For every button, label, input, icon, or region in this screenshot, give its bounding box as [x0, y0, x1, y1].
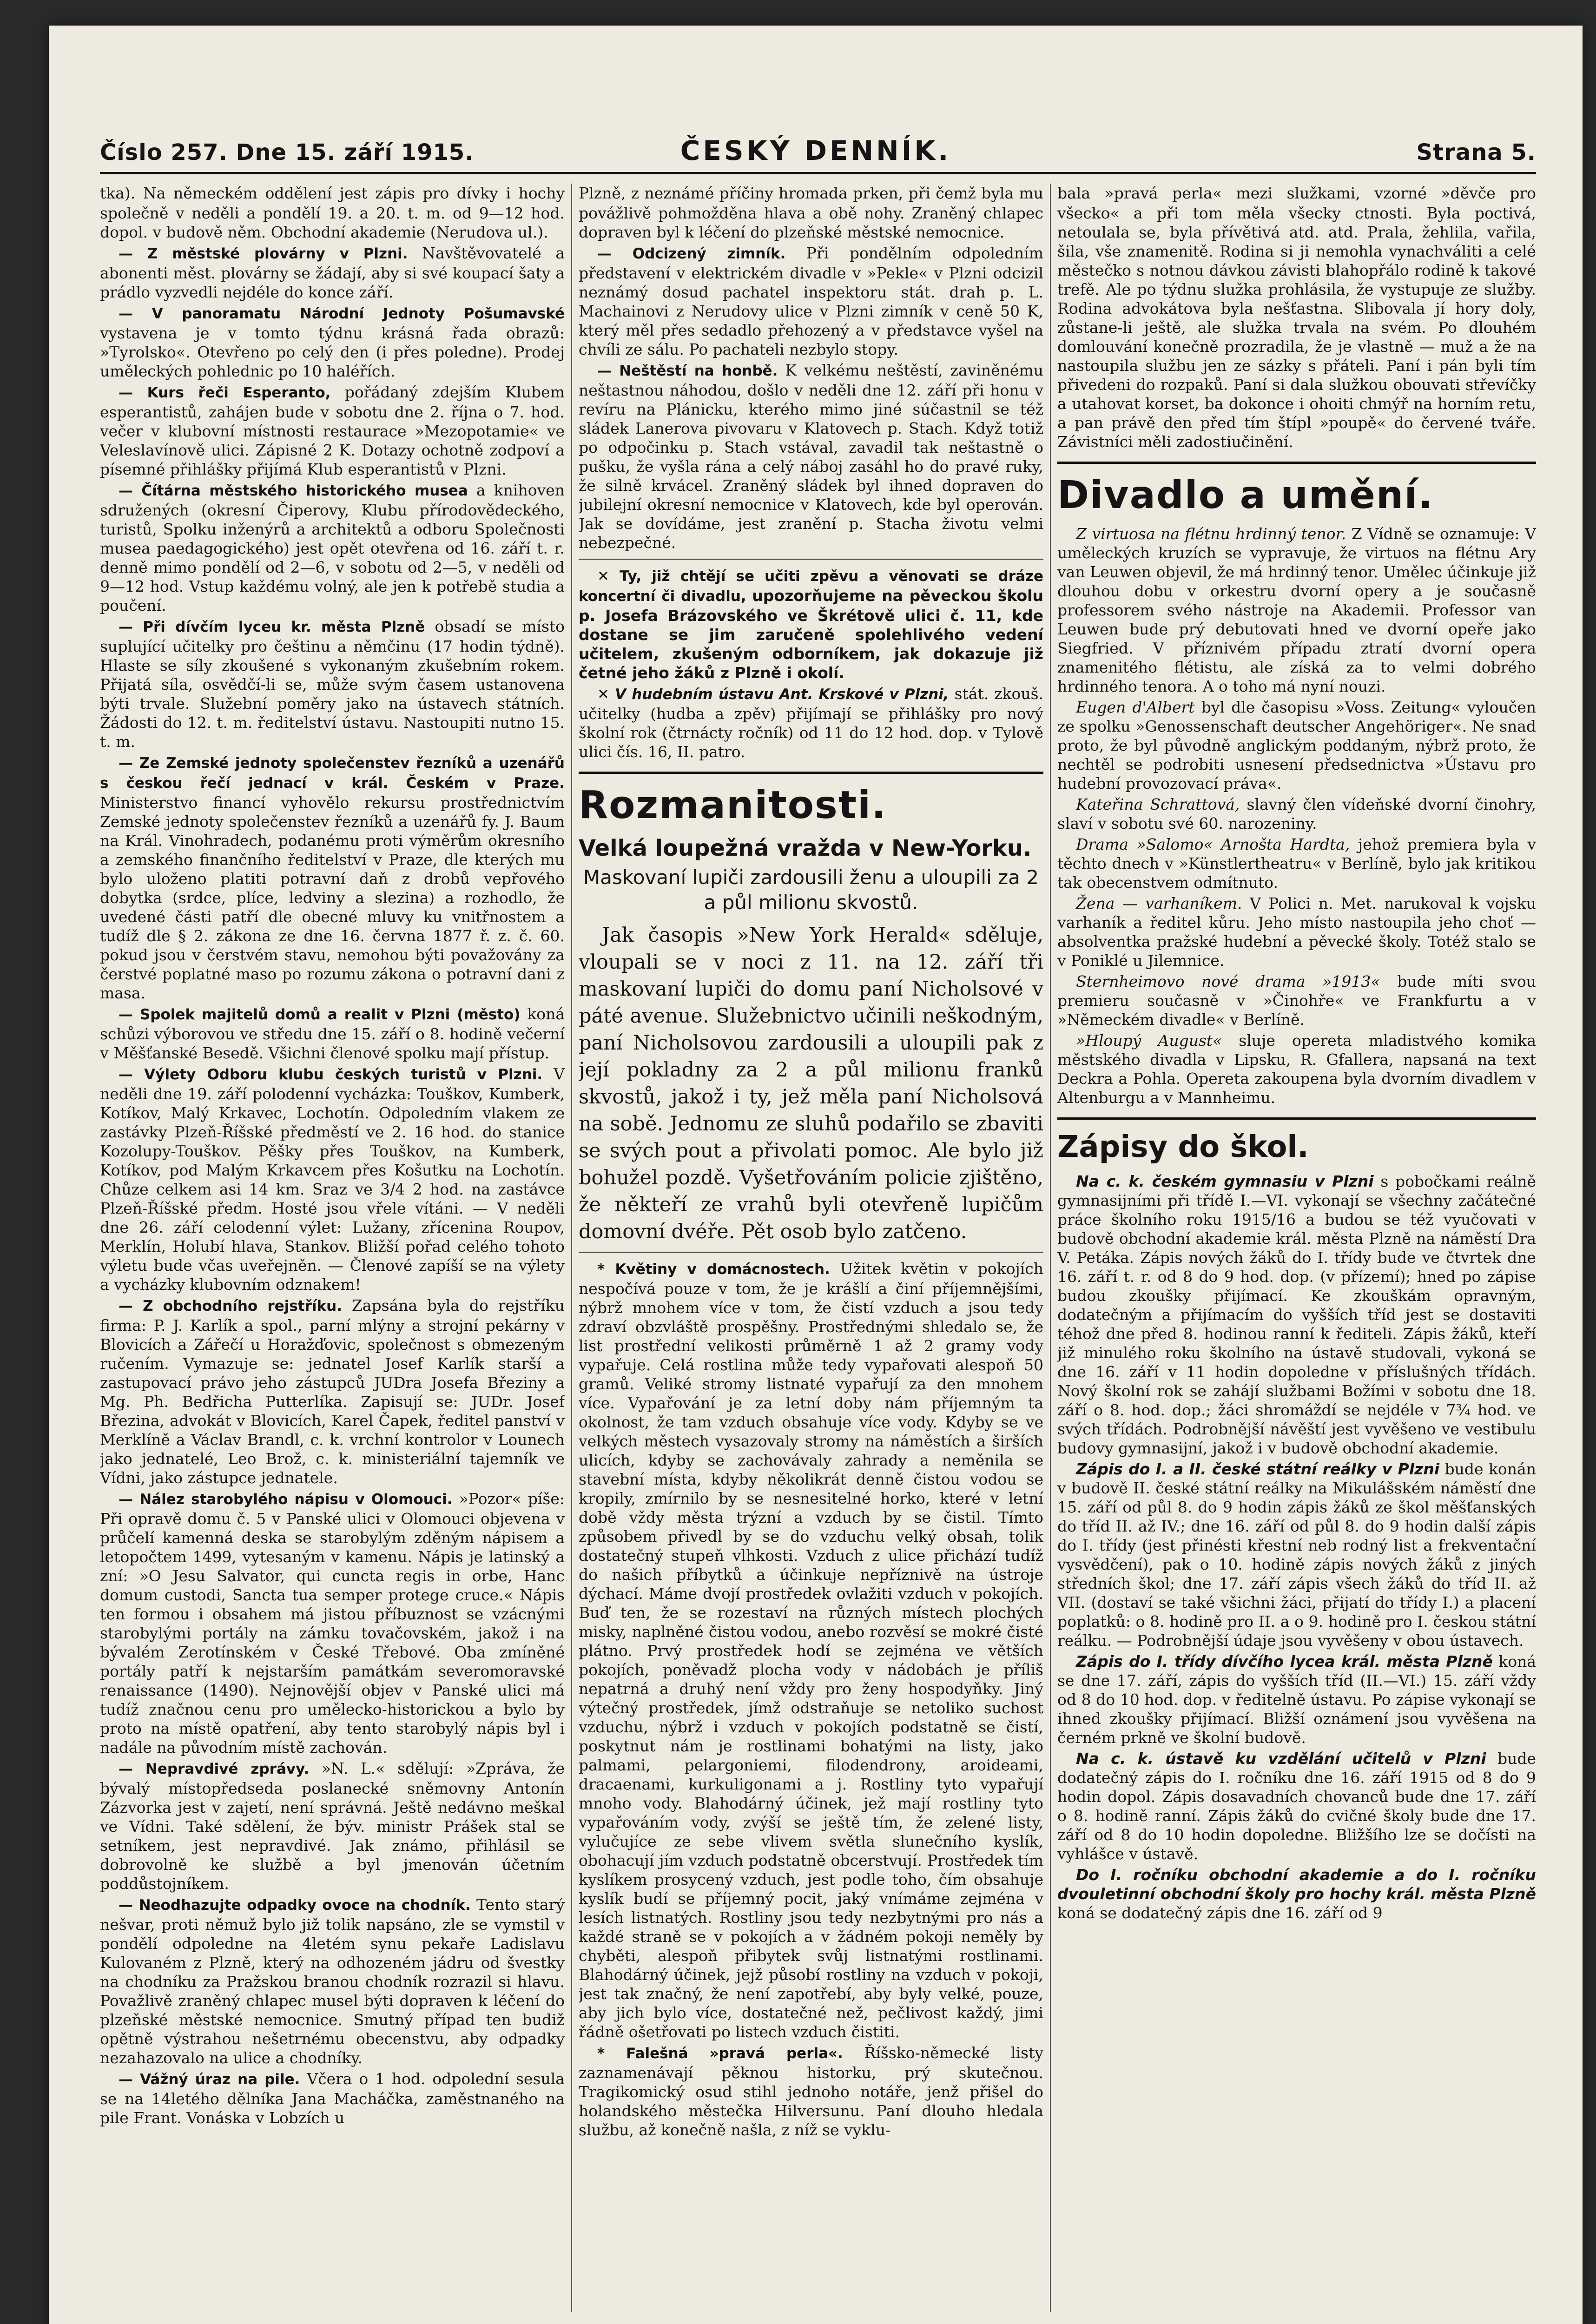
news-item: tka). Na německém oddělení jest zápis pro dívky i hochy společně v neděli a pondělí 19. a 20. t. m. od 9—12 hod. dopol. v budově něm. Obchodní akademie (Nerudova ul.). [100, 184, 565, 241]
newspaper-title: ČESKÝ DENNÍK. [680, 135, 951, 166]
section-rule [1057, 462, 1536, 464]
news-item: — Při dívčím lyceu kr. města Plzně obsadí se místo suplující učitelky pro češtinu a němčinu (17 hodin týdně). Hlaste se síly zkoušené s vykonaným zkušebním rokem. Přijatá síla, osvědčí-li se, může svým časem ustanovena býti trvale. Služební poměry jako na ústavech státních. Žádosti do 12. t. m. ředitelství ústavu. Nastoupiti nutno 15. t. m. [100, 617, 565, 751]
section-heading-divadlo: Divadlo a umění. [1057, 473, 1434, 517]
news-item: Zápis do I. a II. české státní reálky v Plzni bude konán v budově II. české státní reálky na Mikulášském náměstí dne 15. září od půl 8. do 9 hodin zápis žáků ze škol měšťanských do tříd II. až IV.; dne 16. září od půl 8. do 9 hodin další zápis do I. třídy (jest přinésti křestní neb rodný list a frekventační vysvědčení), pak o 10. hodině zápis nových žáků z jiných středních škol; dne 17. září zápis všech žáků do tříd II. až VII. (dostaví se také všichni žáci, přijatí do třídy I.) a placení poplatků: o 8. hodině pro II. a o 9. hodině pro I. českou státní reálku. — Podrobnější údaje jsou vyvěšeny v obou ústavech. [1057, 1460, 1536, 1650]
divider [579, 1252, 1043, 1253]
advert-item: ✕ Ty, již chtějí se učiti zpěvu a věnovati se dráze koncertní či divadlu, upozorňujeme na pěveckou školu p. Josefa Brázovského ve Škrétově ulici č. 11, kde dostane se jim zaručeně spolehlivého vedení učitelem, zkušeným odborníkem, jak dokazuje již četné jeho žáků z Plzně i okolí. [579, 568, 1043, 682]
news-item: Plzně, z neznámé příčiny hromada prken, při čemž byla mu povážlivě pohmožděna hlava a obě nohy. Zraněný chlapec dopraven byl k léčení do plzeňské městské nemocnice. [579, 184, 1043, 241]
news-item: — Kurs řeči Esperanto, pořádaný zdejším Klubem esperantistů, zahájen bude v sobotu dne 2. října o 7. hod. večer v klubovní místnosti restaurace »Mezopotamie« ve Veleslavínově ulici. Zápisné 2 K. Dotazy ochotně zodpoví a písemné přihlášky přijímá Klub esperantistů v Plzni. [100, 383, 565, 478]
news-item: Kateřina Schrattová, slavný člen vídeňské dvorní činohry, slaví v sobotu své 60. narozeniny. [1057, 795, 1536, 832]
news-item: — Nález starobylého nápisu v Olomouci. »Pozor« píše: Při opravě domu č. 5 v Panské ulici v Olomouci objevena v průčelí kamenná deska se starobylým zděným nápisem a letopočtem 1499, vytesaným v kamenu. Nápis je latinský a zní: »O Jesu Salvator, qui cuncta regis in orbe, Hanc domum custodi, Sancta tua semper protege cruce.« Nápis ten formou i obsahem má jistou příbuznost se vzácnými starobylými portály na zámku tovačovském, jakož i na bývalém Zerotínském v České Třebové. Oba zmíněné portály patří k nejstarším památkám severomoravské renaissance (1490). Nejnovější objev v Panské ulici má tudíž značnou cenu pro umělecko-historickou a bylo by proto na místě opatření, aby tento starobylý nápis byl i nadále na původním místě zachován. [100, 1490, 565, 1756]
column-2 [579, 184, 1043, 2312]
news-item: Sternheimovo nové drama »1913« bude míti svou premieru současně v »Činohře« ve Frankfurtu a v »Německém divadle« v Berlíně. [1057, 972, 1536, 1029]
masthead-rule [100, 172, 1536, 174]
news-item: Zápis do I. třídy dívčího lycea král. města Plzně koná se dne 17. září, zápis do vyšších tříd (II.—VI.) 15. září vždy od 8 do 10 hod. dop. v ředitelně ústavu. Po zápise vykonají se ihned zkoušky přijímací. Bližší oznámení jsou vyvěšena na černém prkně ve školní budově. [1057, 1652, 1536, 1747]
news-item: Na c. k. českém gymnasiu v Plzni s pobočkami reálně gymnasijními při třídě I.—VI. vykonají se všechny začátečné práce školního roku 1915/16 a budou se též vyučovati v budově obchodní akademie král. města Plzně na náměstí Dra V. Petáka. Zápis nových žáků do I. třídy bude ve čtvrtek dne 16. září t. r. od 8 do 9 hod. dop. (v přízemí); hned po zápise budou zkoušky přijímací. Ke zkouškám opravným, dodatečným a přijímacím do vyšších tříd jest se dostaviti téhož dne před 8. hodinou ranní k řediteli. Zápis žáků, kteří již minulého roku školního na ústavě studovali, vykoná se dne 16. září v 11 hodin dopoledne v příslušných třídách. Nový školní rok se zahájí službami Božími v sobotu dne 18. září o 8. hod. dop.; žáci shromáždí se nejdéle v 7¾ hod. ve svých třídách. Podrobnější návěští jest vyvěšeno ve vestibulu budovy gymnasijní, jakož i v budově obchodní akademie. [1057, 1172, 1536, 1457]
news-item: »Hloupý August« sluje opereta mladistvého komika městského divadla v Lipsku, R. Gfallera, napsaná na text Deckra a Pohla. Opereta zakoupena byla dvorním divadlem v Altenburgu a v Mannheimu. [1057, 1031, 1536, 1107]
section-rule [579, 772, 1043, 774]
article-body [579, 922, 1043, 1245]
column-3 [1057, 184, 1536, 2312]
section-heading-zapisy: Zápisy do škol. [1057, 1130, 1309, 1164]
column-1 [100, 184, 565, 2312]
advert-item: ✕ V hudebním ústavu Ant. Krskové v Plzni, stát. zkouš. učitelky (hudba a zpěv) přijímají se přihlášky pro nový školní rok (čtrnácty ročník) od 11 do 12 hod. dop. v Tylově ulici čís. 16, II. patro. [579, 685, 1043, 761]
news-item: — Spolek majitelů domů a realit v Plzni (město) koná schůzi výborovou ve středu dne 15. září o 8. hodině večerní v Měšťanské Besedě. Všichni členové spolku mají přístup. [100, 1005, 565, 1062]
section-heading-rozmanitosti: Rozmanitosti. [579, 783, 887, 827]
article-paragraph: Jak časopis »New York Herald« sděluje, vloupali se v noci z 11. na 12. září tři maskovaní lupiči do domu paní Nicholsové v páté avenue. Služebnictvo učinili neškodným, paní Nicholsovou zardousili a uloupili pak z její pokladny za 2 a půl milionu franků skvostů, jakož i ty, jež měla paní Nicholsová na sobě. Jednomu ze sluhů podařilo se zbaviti se svých pout a přivolati pomoc. Ale bylo již bohužel pozdě. Vyšetřováním policie zjištěno, že někteří ze vrahů byli otevřeně lupičům domovní dvéře. Pět osob bylo zatčeno. [579, 924, 1043, 1243]
news-item: — Nepravdivé zprávy. »N. L.« sdělují: »Zpráva, že bývalý místopředseda poslanecké sněmovny Antonín Zázvorka jest v zajetí, není správná. Ještě nedávno meškal ve Vídni. Také sdělení, že býv. ministr Prášek stal se setníkem, jest nepravdivé. Jak známo, přihlásil se dobrovolně ke službě a byl jmenován účetním poddůstojníkem. [100, 1759, 565, 1893]
news-item: — Z obchodního rejstříku. Zapsána byla do rejstříku firma: P. J. Karlík a spol., parní mlýny a strojní pekárny v Blovicích a Zářečí u Horažďovic, společnost s obmezeným ručením. Vymazuje se: jednatel Josef Karlík starší a zastupovací právo jeho zástupců JUDra Josefa Březiny a Mg. Ph. Bedřicha Putterlíka. Zapisují se: JUDr. Josef Březina, advokát v Blovicích, Karel Čapek, ředitel panství v Merklíně a Václav Brandl, c. k. vrchní kontrolor v Lounech jako jednatelé, Leo Brož, c. k. ministeriální tajemník ve Vídni, jako zástupce jednatele. [100, 1296, 565, 1487]
news-item: Drama »Salomo« Arnošta Hardta, jehož premiera byla v těchto dnech v »Künstlertheatru« v Berlíně, bylo jak kritikou tak obecenstvem odmítnuto. [1057, 835, 1536, 891]
divider [579, 559, 1043, 560]
news-item: bala »pravá perla« mezi služkami, vzorné »děvče pro všecko« a při tom měla všecky ctnosti. Byla poctivá, netoulala se, byla přívětivá atd. atd. Prala, žehlila, vařila, šila, vše znamenitě. Rodina si ji nemohla vynachváliti a celé městečko s notnou dávkou závisti blahopřálo rodině k takové trefě. Ale po týdnu služka prohlásila, že vystupuje ze služby. Rodina advokátova byla nešťastna. Slibovala jí hory doly, zůstane-li ještě, ale služka trvala na svém. Po dlouhém domlouvání konečně prozradila, že je vlastně — muž a že na nastoupila službu jen ze sázky s přáteli. Paní i pán byli tím přivedeni do rozpaků. Paní si dala služkou obouvati střevíčky a utahovat korset, ba dokonce i ohoiti chmýř na horním retu, a pan právě den před tím štípl »poupě« do červené tváře. Závistníci měli zadostiučinění. [1057, 184, 1536, 451]
news-item: — Výlety Odboru klubu českých turistů v Plzni. V neděli dne 19. září polodenní vycházka: Touškov, Kumberk, Kotíkov, Malý Krkavec, Lochotín. Odpoledním vlakem ze zastávky Plzeň-Říšské předměstí ve 2. 16 hod. do stanice Kozolupy-Touškov. Pěšky přes Touškov, na Kumberk, Kotíkov, pod Malým Krkavcem přes Košutku na Lochotín. Chůze celkem asi 14 km. Sraz ve 3/4 2 hod. na zastávce Plzeň-Říšské předm. Hosté jsou vřele vítáni. — V neděli dne 26. září celodenní výlet: Lužany, zřícenina Roupov, Merklín, Holubí hlava, Stankov. Bližší pořad celého tohoto výletu bude včas uveřejněn. — Členové zapíší se na výlety a vycházky klubovním odznakem! [100, 1065, 565, 1294]
page-number: Strana 5. [1416, 139, 1536, 165]
article-deck: Maskovaní lupiči zardousili ženu a uloupili za 2 a půl milionu skvostů. [583, 866, 1039, 914]
news-item: — Ze Zemské jednoty společenstev řezníků a uzenářů s českou řečí jednací v král. Českém v Praze. Ministerstvo financí vyhovělo rekursu prostřednictvím Zemské jednoty společenstev řezníků a uzenářů fy. J. Baum na Král. Vinohradech, podanému proti výměrům okresního a zemského finančního ředitelství v Praze, dle kterých mu bylo uloženo platiti potravní daň z drobů vepřového dobytka (srdce, plíce, ledviny a slezina) a rozhodlo, že uvedené části patří dle obecné mluvy ku vnitřnostem a tudíž dle § 2. zákona ze dne 16. června 1877 ř. z. č. 60. pokud jsou v čerstvém stavu, nemohou býti považovány za čerstvé poplatné maso po rozumu zákona o potravní dani z masa. [100, 755, 565, 1002]
masthead [100, 112, 1536, 177]
news-item: — Vážný úraz na pile. Včera o 1 hod. odpolední sesula se na 14letého dělníka Jana Macháčka, zaměstnaného na pile Frant. Vonáska v Lobzích u [100, 2070, 565, 2127]
news-item: Do I. ročníku obchodní akademie a do I. ročníku dvouletinní obchodní školy pro hochy král. města Plzně koná se dodatečný zápis dne 16. září od 9 [1057, 1866, 1536, 1922]
news-item: — Odcizený zimník. Při pondělním odpoledním představení v elektrickém divadle v »Pekle« v Plzni odcizil neznámý dosud pachatel inspektoru stát. drah p. L. Machainovi z Nerudovy ulice v Plzni zimník v ceně 50 K, který měl přes sedadlo přehozený a v představce vyšel na chvíli ze sálu. Po pachateli nezbylo stopy. [579, 244, 1043, 358]
news-item: — Z městské plovárny v Plzni. Navštěvovatelé a abonenti měst. plovárny se žádají, aby si své koupací šaty a prádlo vyzvedli nejdéle do konce září. [100, 244, 565, 301]
news-item: Na c. k. ústavě ku vzdělání učitelů v Plzni bude dodatečný zápis do I. ročníku dne 16. září 1915 od 8 do 9 hodin dopol. Zápis dosavadních chovanců bude dne 17. září o 8. hodině ranní. Zápis žáků do cvičné školy bude dne 17. září od 8 do 10 hodin dopoledne. Bližšího lze se dočísti na vyhlášce v ústavě. [1057, 1750, 1536, 1863]
section-rule [1057, 1117, 1536, 1120]
news-item: * Falešná »pravá perla«. Říšsko-německé listy zaznamenávají pěknou historku, prý skutečnou. Tragikomický osud stihl jednoho notáře, jenž přišel do holandského městečka Hilversunu. Paní dlouho hledala službu, až konečně našla, z níž se vyklu- [579, 2044, 1043, 2139]
column-divider [571, 184, 572, 2312]
article-headline: Velká loupežná vražda v New-Yorku. [579, 835, 1032, 861]
column-divider [1050, 184, 1051, 2312]
newspaper-page [49, 26, 1583, 2324]
news-item: — Neodhazujte odpadky ovoce na chodník. Tento starý nešvar, proti němuž bylo již tolik napsáno, zle se vymstil v pondělí odpoledne na 4letém synu pekaře Ladislavu Kulovaném z Plzně, který na odhozeném jádru od švestky na chodníku za Pražskou branou chodník rozrazil si hlavu. Považlivě zraněný chlapec musel býti dopraven k léčení do plzeňské městské nemocnice. Smutný případ ten budiž opětně výstrahou nešetrnému obecenstvu, aby odpadky nezahazovalo na ulice a chodníky. [100, 1895, 565, 2067]
news-item: — Neštěstí na honbě. K velkému neštěstí, zaviněnému neštastnou náhodou, došlo v neděli dne 12. září při honu v revíru na Plánicku, kterého mimo jiné súčastnil se též sládek Lanerova pivovaru v Klatovech p. Stach. Když totiž po odpočinku p. Stach vstával, zavadil tak neštastně o pušku, že vyšla rána a celý náboj zasáhl ho do pravé ruky, že silně krvácel. Zraněný sládek byl ihned dopraven do jubilejní okresní nemocnice v Klatovech, kde byl operován. Jak se dovídáme, jest zranění p. Stacha životu velmi nebezpečné. [579, 361, 1043, 552]
news-item: Eugen d'Albert byl dle časopisu »Voss. Zeitung« vyloučen ze spolku »Genossenschaft deutscher Angehöriger«. Ne snad proto, že byl původně anglickým poddaným, nýbrž proto, že nechtěl se podrobiti usnesení předsednictva »Ústavu pro hudební provozovací práva«. [1057, 698, 1536, 792]
issue-number-date: Číslo 257. Dne 15. září 1915. [100, 139, 474, 165]
news-item: Z virtuosa na flétnu hrdinný tenor. Z Vídně se oznamuje: V uměleckých kruzích se vypravuje, že virtuos na flétnu Ary van Leuwen objevil, že má hrdinný tenor. Umělec účinkuje již dlouhou dobu v orkestru dvorní opery a je současně professorem svého nástroje na Akademii. Professor van Leuwen bude prý debutovati hned ve dvorní opeře jako Siegfried. V příznivém případu ztratí dvorní opera znamenitého flétistu, ale získá za to velmi dobrého hrdinného tenora. A o toho má nyní nouzi. [1057, 525, 1536, 695]
news-item: Žena — varhaníkem. V Polici n. Met. narukoval k vojsku varhaník a ředitel kůru. Jeho místo nastoupila jeho choť — absolventka pražské hudební a pěvecké školy. Totéž stalo se v Poniklé u Jilemnice. [1057, 894, 1536, 970]
news-item: — V panoramatu Národní Jednoty Pošumavské vystavena je v tomto týdnu krásná řada obrazů: »Tyrolsko«. Otevřeno po celý den (i přes poledne). Prodej uměleckých pohlednic po 10 haléřích. [100, 305, 565, 380]
news-item: — Čítárna městského historického musea a knihoven sdružených (okresní Čiperovy, Klubu přírodovědeckého, turistů, Spolku inženýrů a architektů a odboru Společnosti musea paedagogického) jest opět otevřena od 16. září t. r. denně mimo pondělí od 2—6, v sobotu od 2—5, v neděli od 9—12 hod. Vstup každému volný, ale jen k potřebě studia a poučení. [100, 481, 565, 614]
news-item: * Květiny v domácnostech. Užitek květin v pokojích nespočívá pouze v tom, že je krášlí a činí příjemnějšími, nýbrž mnohem více v tom, že čistí vzduch a jsou tedy zdraví obzvláště prospěšny. Prostřednými shledalo se, že list prostřední velikosti průměrně 1 až 2 gramy vody vypařuje. Celá rostlina může tedy vypařovati alespoň 50 gramů. Veliké stromy listnaté vypařují za den mnohem více. Vypařování je za letní doby nám příjemným ta okolnost, že tam vzduch obsahuje více vody. Kdyby se ve velkých městech vysazovaly stromy na náměstích a širších ulicích, kdyby se zachovávaly zahrady a neměnila se stavební místa, kdyby několikrát denně čistou vodou se kropily, zmírnilo by se nesnesitelné horko, které v letní době vždy města trýzní a vzduch by se čistil. Tímto způsobem přivedl by se do vzduchu velký obsah, tolik dostatečný stupeň vlhkosti. Vzduch z ulice přichází tudíž do našich příbytků a účinkuje nepříznivě na ústroje dýchací. Máme dvojí prostředek ovlažiti vzduch v pokojích. Buď ten, že se rozestaví na různých místech plochých misky, naplněné čistou vodou, anebo rozvěsí se mokré čisté plátno. Prvý prostředek hodí se zejména ve větších pokojích, poněvadž plocha vody v nádobách je příliš nepatrná a druhý není vždy pro ženy hospodyňky. Jiný výtečný prostředek, jímž odstraňuje se netoliko suchost vzduchu, nýbrž i vzduch v pokojích podstatně se čistí, poskytnut nám je rostlinami bohatými na listy, jako palmami, pelargoniemi, filodendrony, aroideami, dracaenami, kurkuligonami a j. Rostliny tyto vypařují mnoho vody. Blahodárný účinek, jež mají rostliny tyto vypařováním vody, zvýší se ještě tím, že zelené listy, vylučujíce ze sebe vlivem světla slunečního kyslík, obohacují jím vzduch podstatně obcerstvují. Prostředek tím kyslíkem prosycený vzduch, jest podle toho, čím obsahuje kyslík budí se příjemný pocit, jaký vnímáme zejména v lesích listnatých. Rostliny jsou tedy nezbytnými pro nás a každé straně se v pokojích a v žádném pokoji neměly by chyběti, alespoň přibytek svůj listnatými rostlinami. Blahodárný účinek, jejž působí rostliny na vzduch v pokoji, jest tak značný, že není zapotřebí, aby byly velké, pouze, aby jich bylo více, dostatečné než, pečlivost každý, jimi řádně ošetřovati po listech vzduch čistiti. [579, 1260, 1043, 2041]
